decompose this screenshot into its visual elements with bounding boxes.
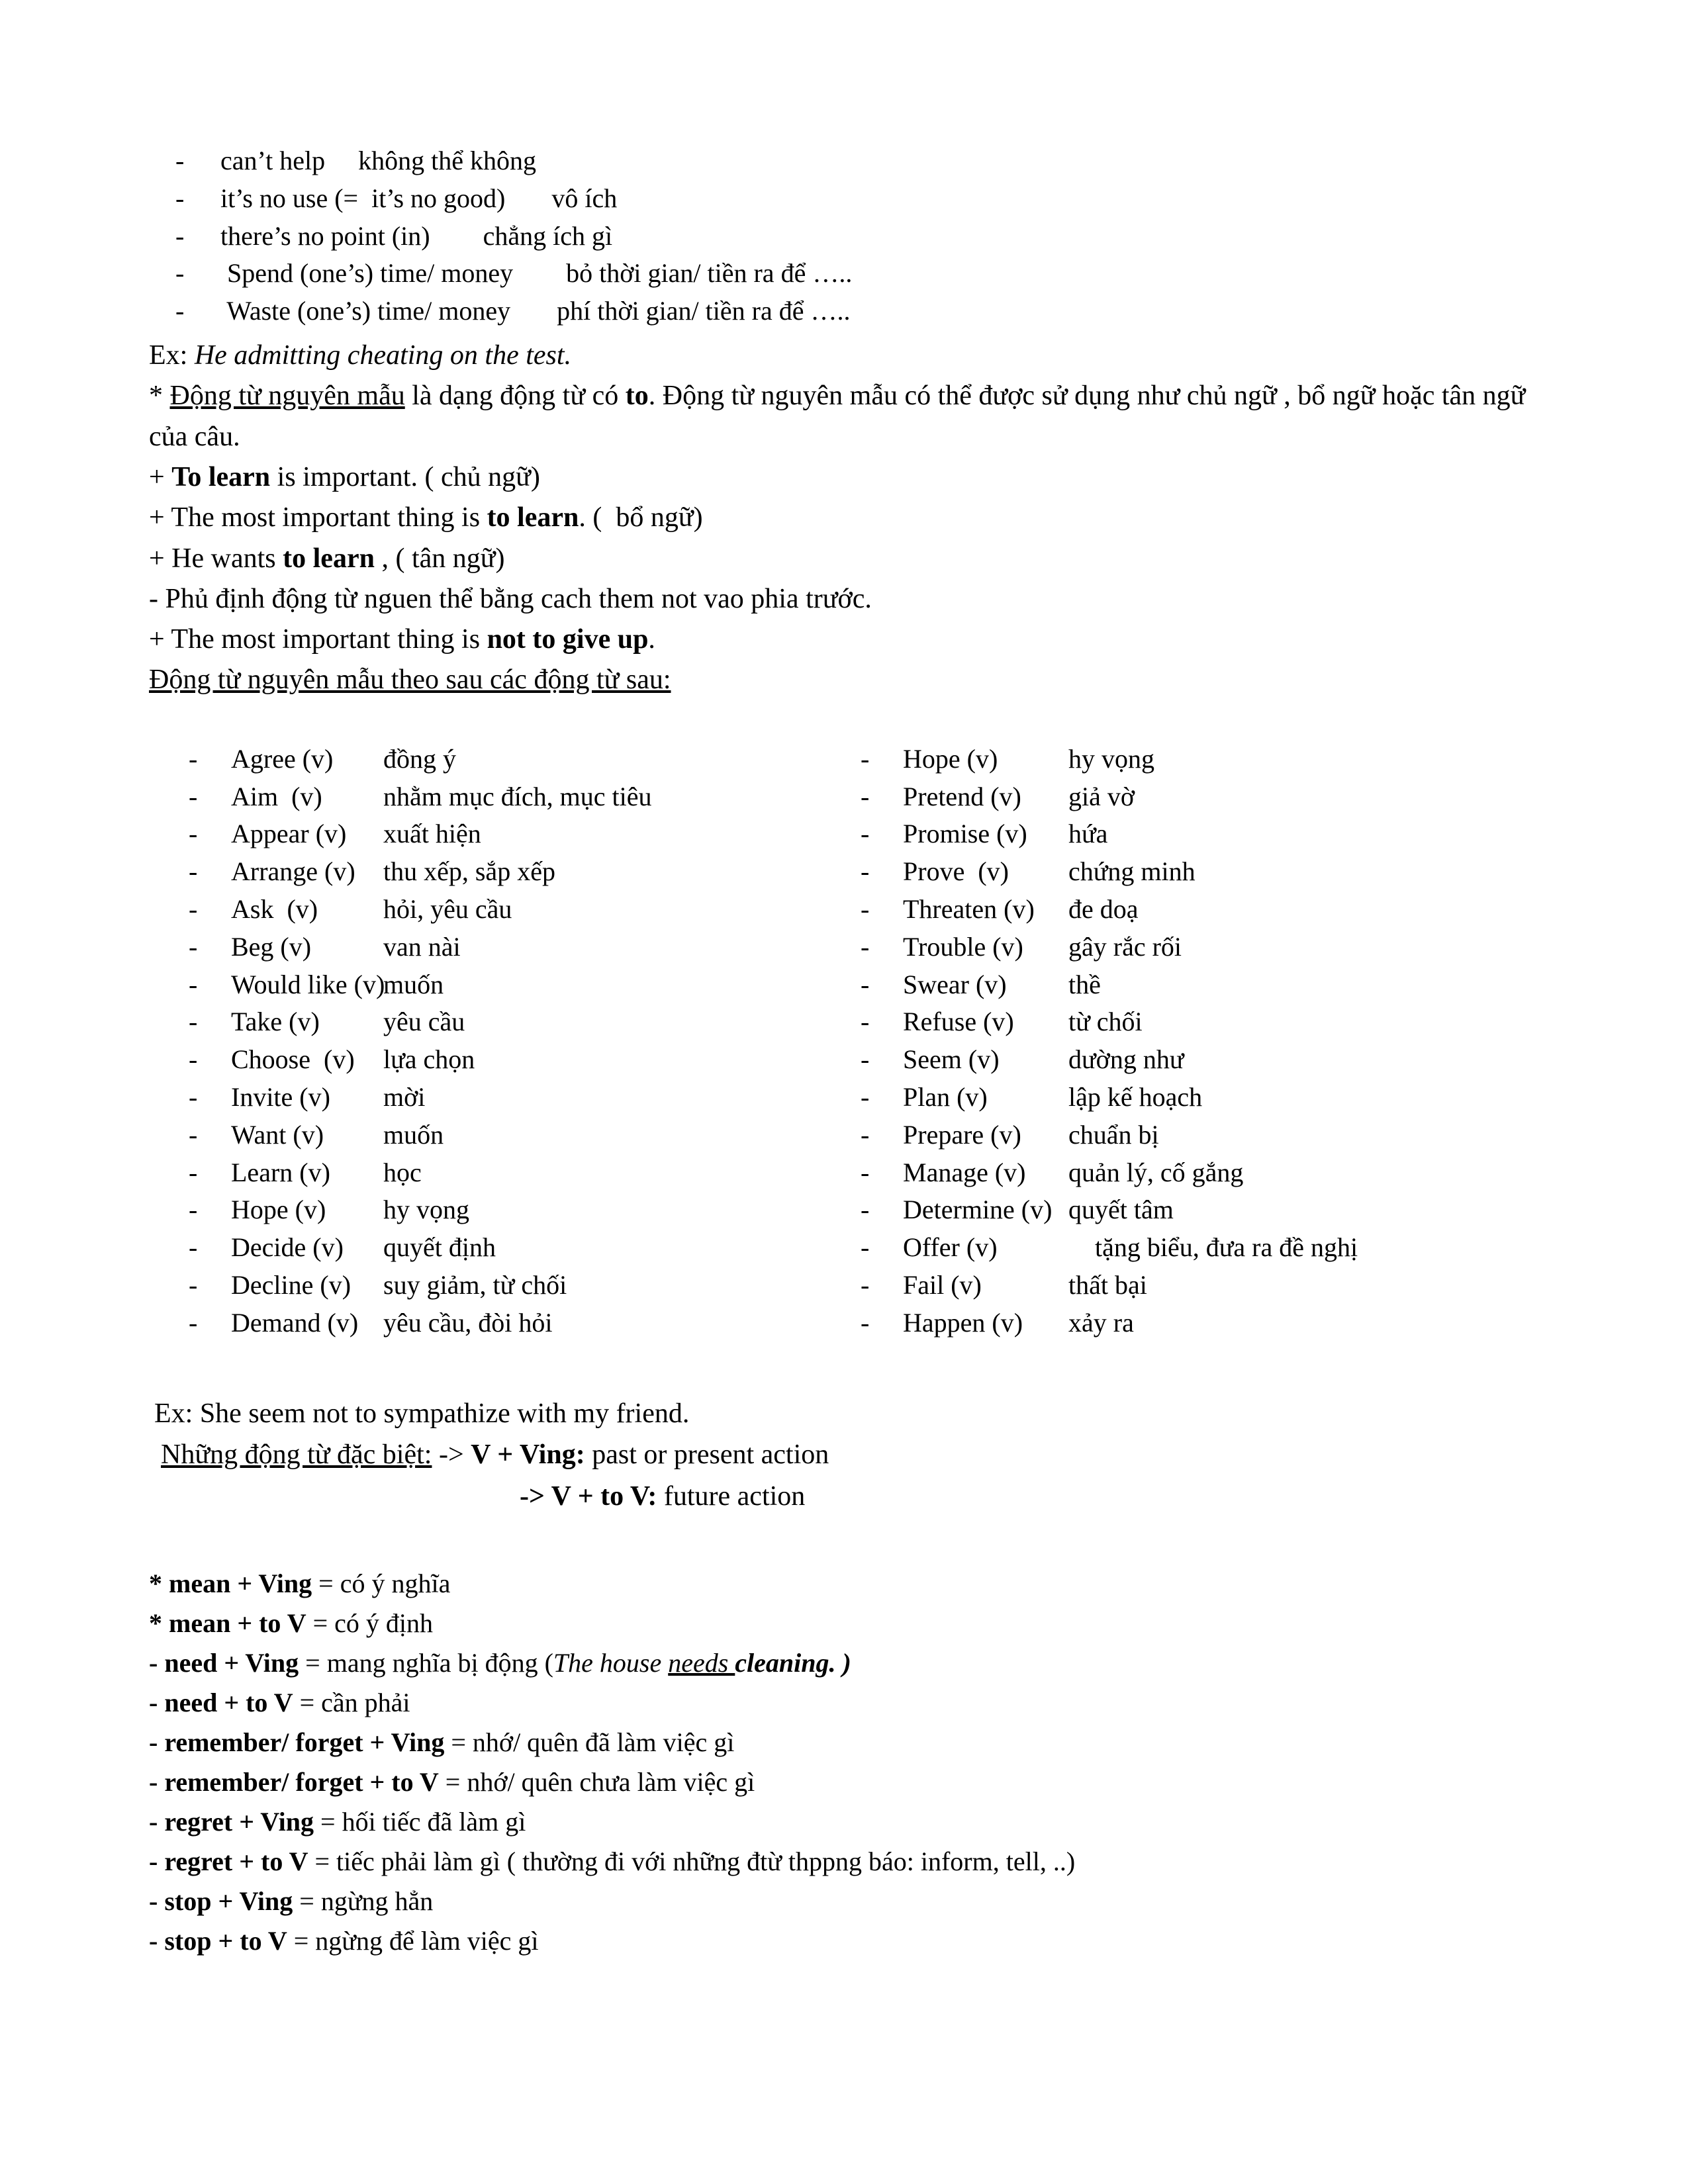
rule-line <box>149 1842 1559 1882</box>
bullet-dash: - <box>861 1232 870 1263</box>
rule-line <box>149 1802 1559 1842</box>
verb-row <box>189 1116 854 1154</box>
verb-row <box>861 929 1559 966</box>
top-bullet-list <box>175 142 1559 330</box>
verb-vietnamese: học <box>383 1157 422 1187</box>
bullet-dash: - <box>861 1269 870 1300</box>
bullet-dash: - <box>175 183 185 213</box>
rule-rest: = hối tiếc đã làm gì <box>314 1806 526 1837</box>
verb-vietnamese: suy giảm, từ chối <box>383 1269 567 1300</box>
example-bold: to learn <box>487 502 579 533</box>
bullet-dash: - <box>189 1157 198 1187</box>
verb-row <box>189 1154 854 1192</box>
verb-vietnamese: tặng biểu, đưa ra đề nghị <box>1068 1232 1358 1263</box>
verb-row <box>189 1191 854 1229</box>
verb-table-heading <box>149 660 1559 700</box>
infinitive-rule <box>149 376 1559 457</box>
verb-english: Choose (v) <box>231 1044 355 1075</box>
example-prefix: + He wants <box>149 543 283 574</box>
rule-italic-bold: cleaning. ) <box>735 1647 851 1678</box>
verb-english: Arrange (v) <box>231 856 355 887</box>
verb-english: Beg (v) <box>231 931 312 962</box>
rule-rest: = cần phải <box>293 1687 410 1717</box>
verb-english: Refuse (v) <box>903 1007 1014 1037</box>
verb-table-heading-text: Động từ nguyên mẫu theo sau các động từ sau: <box>149 664 671 696</box>
bullet-dash: - <box>189 1232 198 1263</box>
verb-vietnamese: quyết tâm <box>1068 1195 1174 1225</box>
special-rest-1: past or present action <box>585 1439 829 1470</box>
verb-vietnamese: hy vọng <box>383 1195 469 1225</box>
bullet-dash: - <box>189 1081 198 1112</box>
verb-vietnamese: dường như <box>1068 1044 1184 1075</box>
infinitive-rule-part2: . Động từ nguyên mẫu có thể được sử dụng như chủ ngữ , bổ ngữ hoặc tân ngữ của câu. <box>149 381 1532 452</box>
verb-english: Manage (v) <box>903 1157 1026 1187</box>
verb-row <box>861 1191 1559 1229</box>
verb-english: Want (v) <box>231 1119 324 1150</box>
rule-rest: = ngừng hẳn <box>293 1886 434 1916</box>
verb-column-right <box>854 741 1559 1342</box>
example-label: Ex: <box>149 340 195 371</box>
verb-row <box>189 815 854 853</box>
rules-list <box>149 1564 1559 1961</box>
verb-english: Plan (v) <box>903 1081 988 1112</box>
verb-english: Swear (v) <box>903 969 1007 999</box>
verb-english: Aim (v) <box>231 781 322 811</box>
bullet-dash: - <box>189 856 198 887</box>
verb-vietnamese: yêu cầu, đòi hỏi <box>383 1307 553 1338</box>
example-complement <box>149 498 1559 538</box>
special-verbs-line <box>161 1434 1559 1476</box>
verb-vietnamese: hỏi, yêu cầu <box>383 893 512 924</box>
verb-row <box>861 815 1559 853</box>
bullet-dash: - <box>861 969 870 999</box>
example-object <box>149 539 1559 579</box>
verb-table <box>149 741 1559 1342</box>
verb-row <box>861 1041 1559 1079</box>
verb-english: Fail (v) <box>903 1269 982 1300</box>
verb-english: Demand (v) <box>231 1307 359 1338</box>
example-subject <box>149 457 1559 498</box>
rule-rest: = nhớ/ quên chưa làm việc gì <box>438 1766 755 1797</box>
verb-row <box>861 1304 1559 1342</box>
bullet-dash: - <box>189 819 198 849</box>
verb-english: Appear (v) <box>231 819 347 849</box>
rule-line <box>149 1683 1559 1723</box>
verb-vietnamese: đồng ý <box>383 743 456 774</box>
verb-row <box>189 966 854 1004</box>
bullet-dash: - <box>175 146 185 175</box>
bullet-dash: - <box>861 1307 870 1338</box>
bullet-dash: - <box>189 931 198 962</box>
rule-rest: = ngừng để làm việc gì <box>287 1925 539 1956</box>
verb-vietnamese: từ chối <box>1068 1007 1143 1037</box>
bullet-dash: - <box>861 1044 870 1075</box>
list-item <box>175 255 1559 293</box>
rule-line <box>149 1643 1559 1683</box>
bullet-dash: - <box>189 743 198 774</box>
rule-rest: = mang nghĩa bị động ( <box>299 1647 553 1678</box>
rule-rest: = tiếc phải làm gì ( thường đi với những đtừ thppng báo: inform, tell, ..) <box>308 1846 1076 1876</box>
rule-line <box>149 1604 1559 1643</box>
verb-row <box>189 1267 854 1304</box>
verb-vietnamese: hy vọng <box>1068 743 1154 774</box>
verb-row <box>861 853 1559 891</box>
rule-bold: * mean + Ving <box>149 1568 312 1598</box>
example-sentence: He admitting cheating on the test. <box>194 340 572 371</box>
example-bold: to learn <box>283 543 375 574</box>
verb-row <box>861 1154 1559 1192</box>
example-prefix: + The most important thing is <box>149 624 487 655</box>
verb-english: Seem (v) <box>903 1044 1000 1075</box>
bullet-dash: - <box>189 1007 198 1037</box>
example-prefix: + The most important thing is <box>149 502 487 533</box>
star-marker: * <box>149 381 170 412</box>
infinitive-term: Động từ nguyên mẫu <box>169 381 405 412</box>
example-prefix: + <box>149 461 172 492</box>
verb-english: Offer (v) <box>903 1232 998 1263</box>
special-rest-2: future action <box>657 1480 806 1512</box>
rule-bold: * mean + to V <box>149 1608 306 1638</box>
rule-bold: - regret + Ving <box>149 1806 314 1837</box>
verb-english: Hope (v) <box>231 1195 326 1225</box>
example-suffix: is important. ( chủ ngữ) <box>270 461 540 492</box>
rule-bold: - need + Ving <box>149 1647 299 1678</box>
verb-row <box>861 1267 1559 1304</box>
verb-vietnamese: mời <box>383 1081 426 1112</box>
verb-english: Decide (v) <box>231 1232 344 1263</box>
bullet-dash: - <box>189 1044 198 1075</box>
verb-english: Learn (v) <box>231 1157 330 1187</box>
verb-vietnamese: quản lý, cố gắng <box>1068 1157 1244 1187</box>
verb-english: Prepare (v) <box>903 1119 1021 1150</box>
rule-italic: The house <box>553 1647 669 1678</box>
to-keyword: to <box>625 381 649 412</box>
verb-english: Would like (v) <box>231 969 385 999</box>
verb-row <box>189 1041 854 1079</box>
verb-row <box>189 929 854 966</box>
rule-bold: - stop + Ving <box>149 1886 293 1916</box>
verb-vietnamese: muốn <box>383 1119 444 1150</box>
rule-rest: = nhớ/ quên đã làm việc gì <box>444 1727 735 1757</box>
verb-english: Take (v) <box>231 1007 320 1037</box>
bullet-dash: - <box>861 1007 870 1037</box>
verb-row <box>861 1229 1559 1267</box>
negation-rule: - Phủ định động từ nguen thể bằng cach them not vao phia trước. <box>149 583 872 614</box>
list-item <box>175 180 1559 218</box>
bullet-dash: - <box>861 781 870 811</box>
rule-line <box>149 1723 1559 1762</box>
verb-row <box>861 1003 1559 1041</box>
special-verbs-line-2 <box>520 1476 1559 1518</box>
verb-english: Ask (v) <box>231 893 318 924</box>
bullet-dash: - <box>861 1081 870 1112</box>
example-bold: not to give up <box>487 624 649 655</box>
verb-vietnamese: lập kế hoạch <box>1068 1081 1203 1112</box>
bottom-section <box>149 1394 1559 1961</box>
bullet-dash: - <box>861 1157 870 1187</box>
verb-row <box>189 1003 854 1041</box>
verb-vietnamese: chuẩn bị <box>1068 1119 1159 1150</box>
verb-english: Happen (v) <box>903 1307 1023 1338</box>
rule-rest: = có ý định <box>306 1608 434 1638</box>
rule-bold: - need + to V <box>149 1687 293 1717</box>
list-item-text: it’s no use (= it’s no good) vô ích <box>220 183 618 213</box>
list-item <box>175 142 1559 180</box>
verb-column-left <box>149 741 854 1342</box>
list-item-text: Spend (one’s) time/ money bỏ thời gian/ tiền ra để ….. <box>220 258 853 289</box>
bullet-dash: - <box>189 1195 198 1225</box>
list-item <box>175 218 1559 255</box>
special-arrow-1: -> <box>432 1439 471 1470</box>
rule-bold: - regret + to V <box>149 1846 308 1876</box>
rule-line <box>149 1762 1559 1802</box>
bullet-dash: - <box>189 781 198 811</box>
example-line-2: Ex: She seem not to sympathize with my friend. <box>154 1398 690 1429</box>
verb-english: Hope (v) <box>903 743 998 774</box>
verb-row <box>861 778 1559 816</box>
bullet-dash: - <box>189 1269 198 1300</box>
example-suffix: . <box>648 624 655 655</box>
verb-vietnamese: xảy ra <box>1068 1307 1134 1338</box>
verb-vietnamese: gây rắc rối <box>1068 931 1182 962</box>
bullet-dash: - <box>175 296 185 326</box>
verb-english: Threaten (v) <box>903 893 1035 924</box>
rule-line <box>149 1921 1559 1961</box>
verb-row <box>861 1079 1559 1116</box>
verb-vietnamese: xuất hiện <box>383 819 481 849</box>
rule-italic-underline: needs <box>668 1647 735 1678</box>
special-arrow-2: -> <box>520 1480 551 1512</box>
verb-row <box>189 1079 854 1116</box>
verb-vietnamese: thề <box>1068 969 1101 999</box>
verb-english: Determine (v) <box>903 1195 1053 1225</box>
rule-line <box>149 1882 1559 1921</box>
bullet-dash: - <box>175 220 185 251</box>
bullet-dash: - <box>861 1195 870 1225</box>
verb-row <box>861 891 1559 929</box>
verb-row <box>189 741 854 778</box>
bullet-dash: - <box>861 743 870 774</box>
rule-bold: - remember/ forget + Ving <box>149 1727 445 1757</box>
rule-rest: = có ý nghĩa <box>312 1568 451 1598</box>
infinitive-rule-part1: là dạng động từ có <box>404 381 626 412</box>
bullet-dash: - <box>861 931 870 962</box>
verb-english: Promise (v) <box>903 819 1027 849</box>
verb-vietnamese: quyết định <box>383 1232 496 1263</box>
verb-row <box>189 853 854 891</box>
bullet-dash: - <box>861 1119 870 1150</box>
verb-row <box>861 966 1559 1004</box>
verb-vietnamese: lựa chọn <box>383 1044 475 1075</box>
verb-english: Invite (v) <box>231 1081 330 1112</box>
bullet-dash: - <box>175 258 185 289</box>
list-item-text: there’s no point (in) chẳng ích gì <box>220 220 613 251</box>
list-item <box>175 293 1559 330</box>
verb-vietnamese: van nài <box>383 931 461 962</box>
rule-line <box>149 1564 1559 1604</box>
verb-row <box>189 778 854 816</box>
verb-vietnamese: chứng minh <box>1068 856 1196 887</box>
bullet-dash: - <box>189 893 198 924</box>
rule-bold: - stop + to V <box>149 1925 287 1956</box>
special-bold-2: V + to V: <box>551 1480 657 1512</box>
list-item-text: Waste (one’s) time/ money phí thời gian/ tiền ra để ….. <box>220 296 851 326</box>
verb-vietnamese: thu xếp, sắp xếp <box>383 856 555 887</box>
special-bold-1: V + Ving: <box>471 1439 585 1470</box>
verb-vietnamese: yêu cầu <box>383 1007 465 1037</box>
verb-vietnamese: thất bại <box>1068 1269 1147 1300</box>
verb-vietnamese: hứa <box>1068 819 1108 849</box>
verb-row <box>861 741 1559 778</box>
bullet-dash: - <box>861 819 870 849</box>
bullet-dash: - <box>189 1119 198 1150</box>
negation-example <box>149 619 1559 660</box>
document-content <box>149 142 1559 1961</box>
verb-vietnamese: muốn <box>383 969 444 999</box>
verb-english: Decline (v) <box>231 1269 352 1300</box>
verb-row <box>189 891 854 929</box>
bullet-dash: - <box>189 969 198 999</box>
verb-vietnamese: đe doạ <box>1068 893 1139 924</box>
verb-row <box>861 1116 1559 1154</box>
list-item-text: can’t help không thể không <box>220 146 536 175</box>
verb-english: Pretend (v) <box>903 781 1021 811</box>
bullet-dash: - <box>189 1307 198 1338</box>
verb-row <box>189 1229 854 1267</box>
verb-english: Prove (v) <box>903 856 1009 887</box>
rule-bold: - remember/ forget + to V <box>149 1766 439 1797</box>
example-bold: To learn <box>171 461 271 492</box>
verb-vietnamese: nhằm mục đích, mục tiêu <box>383 781 652 811</box>
verb-row <box>189 1304 854 1342</box>
verb-vietnamese: giả vờ <box>1068 781 1135 811</box>
bullet-dash: - <box>861 893 870 924</box>
example-suffix: . ( bổ ngữ) <box>579 502 703 533</box>
verb-english: Trouble (v) <box>903 931 1023 962</box>
example-line-1 <box>149 336 1559 376</box>
special-verbs-heading: Những động từ đặc biệt: <box>161 1439 432 1470</box>
verb-english: Agree (v) <box>231 743 334 774</box>
example-suffix: , ( tân ngữ) <box>374 543 505 574</box>
bullet-dash: - <box>861 856 870 887</box>
